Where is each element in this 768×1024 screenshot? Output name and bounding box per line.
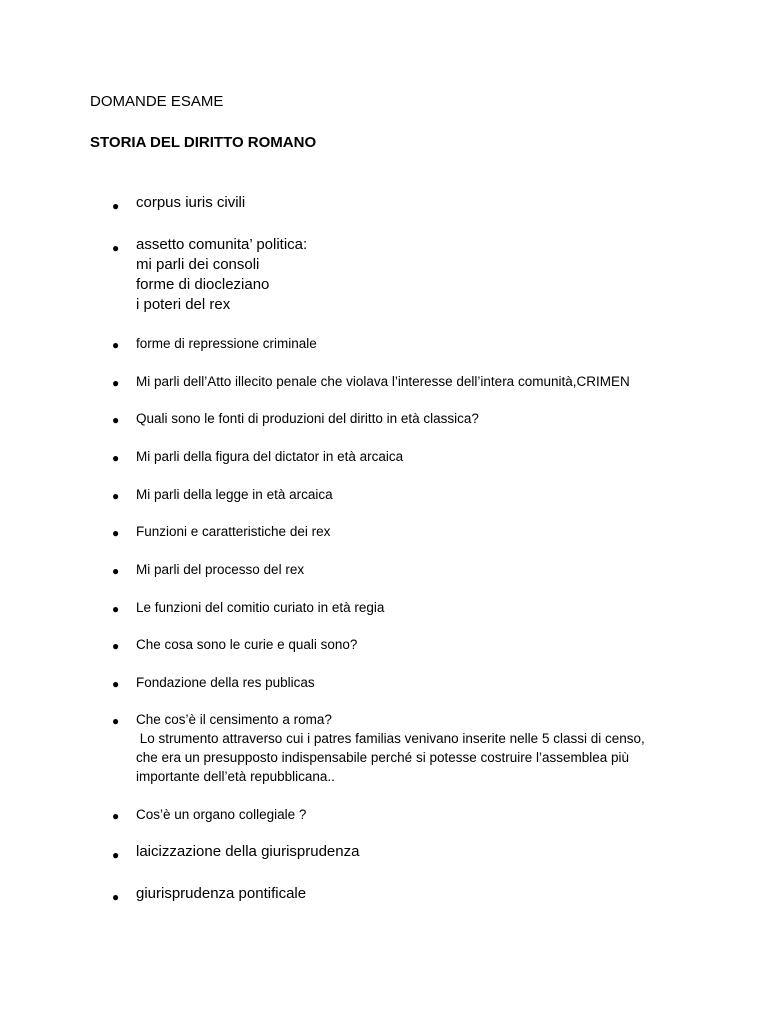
list-item-line: corpus iuris civili xyxy=(136,194,246,211)
bullet-icon: ● xyxy=(112,848,120,862)
list-item-line: che era un presupposto indispensabile perché si potesse costruire l’assemblea più xyxy=(136,750,630,765)
list-item-text xyxy=(136,710,696,786)
list-item-line: forme di repressione criminale xyxy=(136,336,317,351)
list-item-line: Che cosa sono le curie e quali sono? xyxy=(136,637,358,652)
list-item-text xyxy=(136,235,696,315)
bullet-icon: ● xyxy=(112,376,120,390)
bullet-icon: ● xyxy=(112,199,120,213)
list-item-text xyxy=(136,560,696,579)
list-item-text xyxy=(136,522,696,541)
list-item-text xyxy=(136,635,696,654)
bullet-icon: ● xyxy=(112,338,120,352)
list-item-line: Mi parli della figura del dictator in età arcaica xyxy=(136,449,404,464)
bullet-icon: ● xyxy=(112,489,120,503)
list-item-line: forme di diocleziano xyxy=(136,276,270,293)
list-item-line: Mi parli del processo del rex xyxy=(136,562,305,577)
list-item-line: Fondazione della res publicas xyxy=(136,675,315,690)
list-item-text xyxy=(136,884,696,904)
bullet-icon: ● xyxy=(112,809,120,823)
bullet-icon: ● xyxy=(112,564,120,578)
list-item-text xyxy=(136,334,696,353)
list-item-line: i poteri del rex xyxy=(136,296,231,313)
bullet-icon: ● xyxy=(112,890,120,904)
bullet-icon: ● xyxy=(112,526,120,540)
list-item-line: mi parli dei consoli xyxy=(136,256,260,273)
list-item-line: importante dell’età repubblicana.. xyxy=(136,769,335,784)
list-item-text xyxy=(136,447,696,466)
list-item-line: assetto comunita’ politica: xyxy=(136,236,308,253)
list-item-text xyxy=(136,485,696,504)
list-item-line: Le funzioni del comitio curiato in età regia xyxy=(136,600,385,615)
list-item-text xyxy=(136,598,696,617)
list-item-text xyxy=(136,372,696,391)
document-subject-title: STORIA DEL DIRITTO ROMANO xyxy=(90,134,317,151)
bullet-icon: ● xyxy=(112,602,120,616)
list-item-line: Quali sono le fonti di produzioni del diritto in età classica? xyxy=(136,411,479,426)
list-item-line: Che cos’è il censimento a roma? xyxy=(136,712,332,727)
list-item-text xyxy=(136,409,696,428)
bullet-icon: ● xyxy=(112,714,120,728)
list-item-line: Cos’è un organo collegiale ? xyxy=(136,807,307,822)
list-item-text xyxy=(136,842,696,862)
list-item-text xyxy=(136,805,696,824)
bullet-icon: ● xyxy=(112,413,120,427)
list-item-line: giurisprudenza pontificale xyxy=(136,885,307,902)
bullet-icon: ● xyxy=(112,241,120,255)
list-item-text xyxy=(136,193,696,213)
bullet-icon: ● xyxy=(112,677,120,691)
bullet-icon: ● xyxy=(112,451,120,465)
list-item-line: Funzioni e caratteristiche dei rex xyxy=(136,524,331,539)
bullet-icon: ● xyxy=(112,639,120,653)
list-item-text xyxy=(136,673,696,692)
list-item-line: Lo strumento attraverso cui i patres familias venivano inserite nelle 5 classi di censo, xyxy=(136,731,645,746)
list-item-line: laicizzazione della giurisprudenza xyxy=(136,843,360,860)
list-item-line: Mi parli dell’Atto illecito penale che violava l’interesse dell’intera comunità,CRIMEN xyxy=(136,374,630,389)
list-item-line: Mi parli della legge in età arcaica xyxy=(136,487,333,502)
document-heading: DOMANDE ESAME xyxy=(90,93,224,110)
